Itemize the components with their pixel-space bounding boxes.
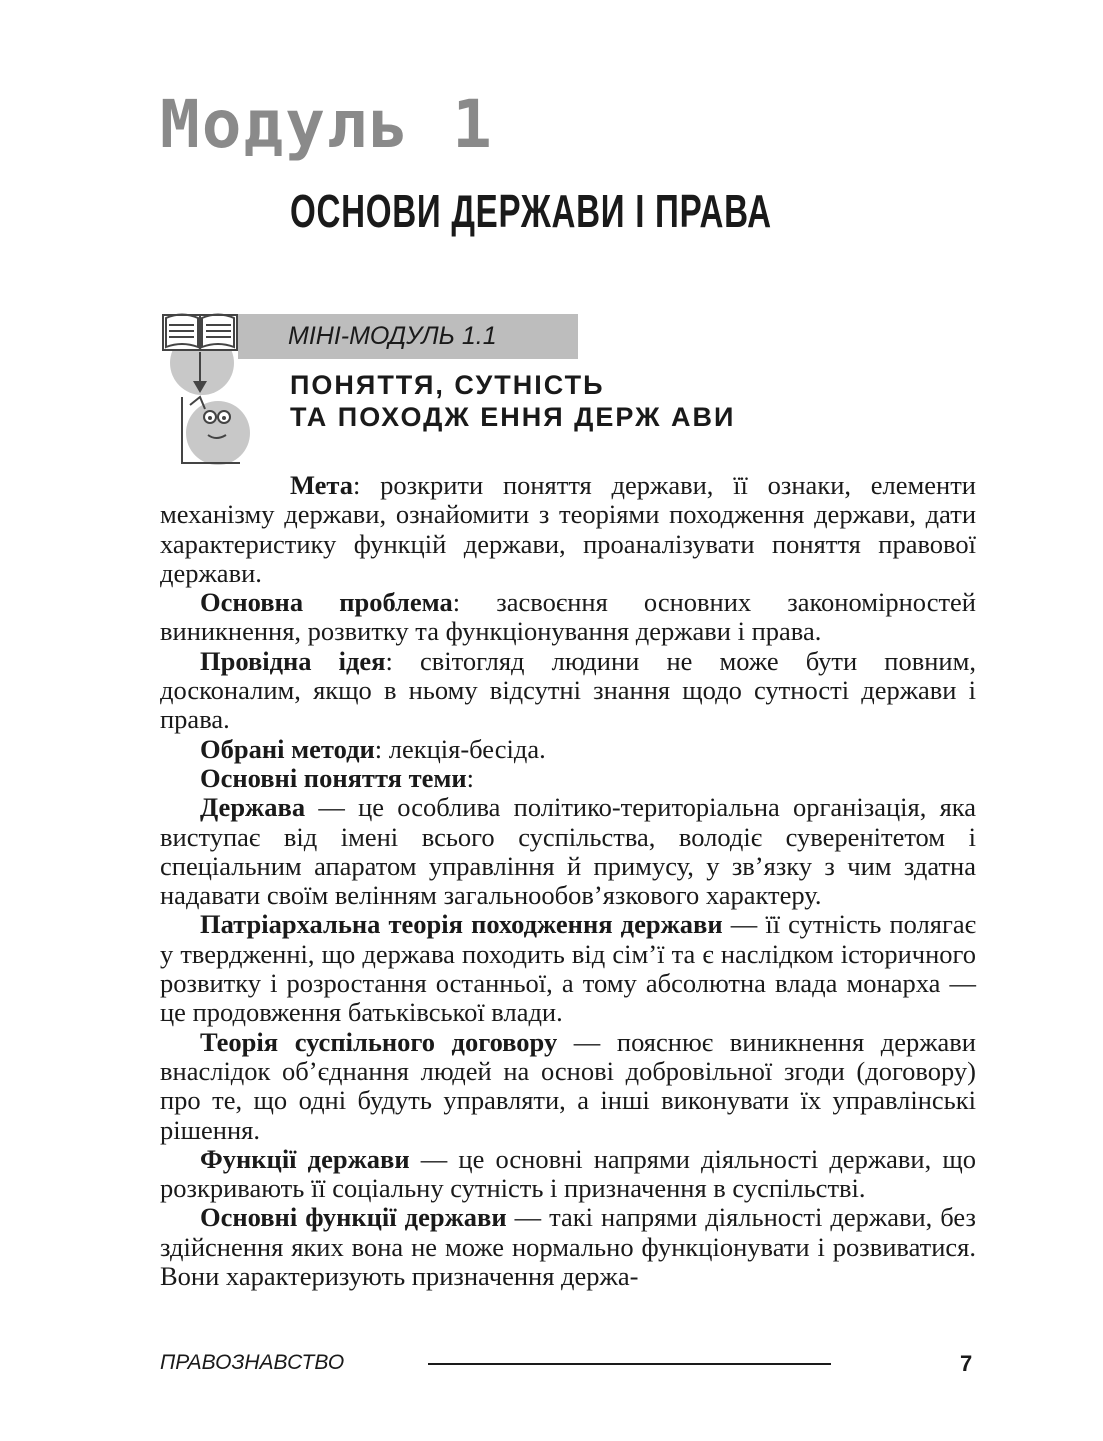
face-icon: [182, 397, 250, 465]
term: Основна проблема: [200, 587, 453, 618]
section-title: [290, 369, 735, 433]
definition-patriarchal-theory: Патріархальна теорія походження держави — її сутність полягає у твердженні, що держава походить від сім’ї та є наслідком історичного розвитку і розростання останньої, а тому абсолютна влада монарха — це продовження батьківської влади.: [160, 909, 976, 1028]
term: Основні функції держави: [200, 1202, 507, 1233]
mini-module-label: МІНІ-МОДУЛЬ 1.1: [288, 322, 497, 350]
paragraph-methods: Обрані методи: лекція-бесіда.: [200, 733, 546, 764]
term: Основні поняття теми: [200, 762, 467, 793]
definition-social-contract: Теорія суспільного договору — пояснює виникнення держави внаслідок об’єднання людей на основі добровільної згоди (договору) про те, що одні будуть управляти, а інші виконувати їх управлінські рішення.: [160, 1026, 976, 1145]
footer-divider: [428, 1363, 831, 1365]
term: Теорія суспільного договору: [200, 1026, 558, 1057]
paragraph-goal: Мета: розкрити поняття держави, її ознаки, елементи механізму держави, ознайомити з теоріями походження держави, дати характеристику функцій держави, проаналізувати поняття правової держави.: [160, 470, 976, 588]
mini-module-bar: [238, 314, 578, 359]
paragraph-concepts: Основні поняття теми:: [200, 762, 475, 793]
term: Патріархальна теорія походження держави: [200, 909, 723, 940]
term: Обрані методи: [200, 733, 375, 764]
term: Функції держави: [200, 1143, 410, 1174]
term: Провідна ідея: [200, 645, 386, 676]
paragraph-idea: Провідна ідея: світогляд людини не може бути повним, досконалим, якщо в ньому відсутні знання щодо сутності держави і права.: [160, 645, 976, 735]
body-text: [160, 471, 976, 1291]
footer-book-title: ПРАВОЗНАВСТВО: [160, 1351, 345, 1374]
term: Держава: [200, 792, 306, 823]
section-title-line-1: ПОНЯТТЯ, СУТНІСТЬ: [290, 370, 605, 400]
module-title: ОСНОВИ ДЕРЖАВИ І ПРАВА: [290, 185, 772, 237]
definition-state: Держава — це особлива політико-територіальна організація, яка виступає від імені всього суспільства, володіє суверенітетом і спеціальним апаратом управління й примусу, у зв’язку з чим здатна надавати своїм велінням загальнообов’язкового характеру.: [160, 792, 976, 911]
section-title-line-2: ТА ПОХОДЖ ЕННЯ ДЕРЖ АВИ: [290, 402, 736, 432]
term: Мета: [290, 470, 354, 500]
module-number: Модуль 1: [160, 86, 494, 163]
definition-state-functions: Функції держави — це основні напрями діяльності держави, що розкривають її соціальну сутність і призначення в суспільстві.: [160, 1143, 976, 1204]
page-number: 7: [960, 1351, 973, 1376]
definition-main-functions: Основні функції держави — такі напрями діяльності держави, без здійснення яких вона не може нормально функціонувати і розвиватися. Вони характеризують призначення держа-: [160, 1202, 976, 1292]
paragraph-problem: Основна проблема: засвоєння основних закономірностей виникнення, розвитку та функціонування держави і права.: [160, 587, 976, 647]
